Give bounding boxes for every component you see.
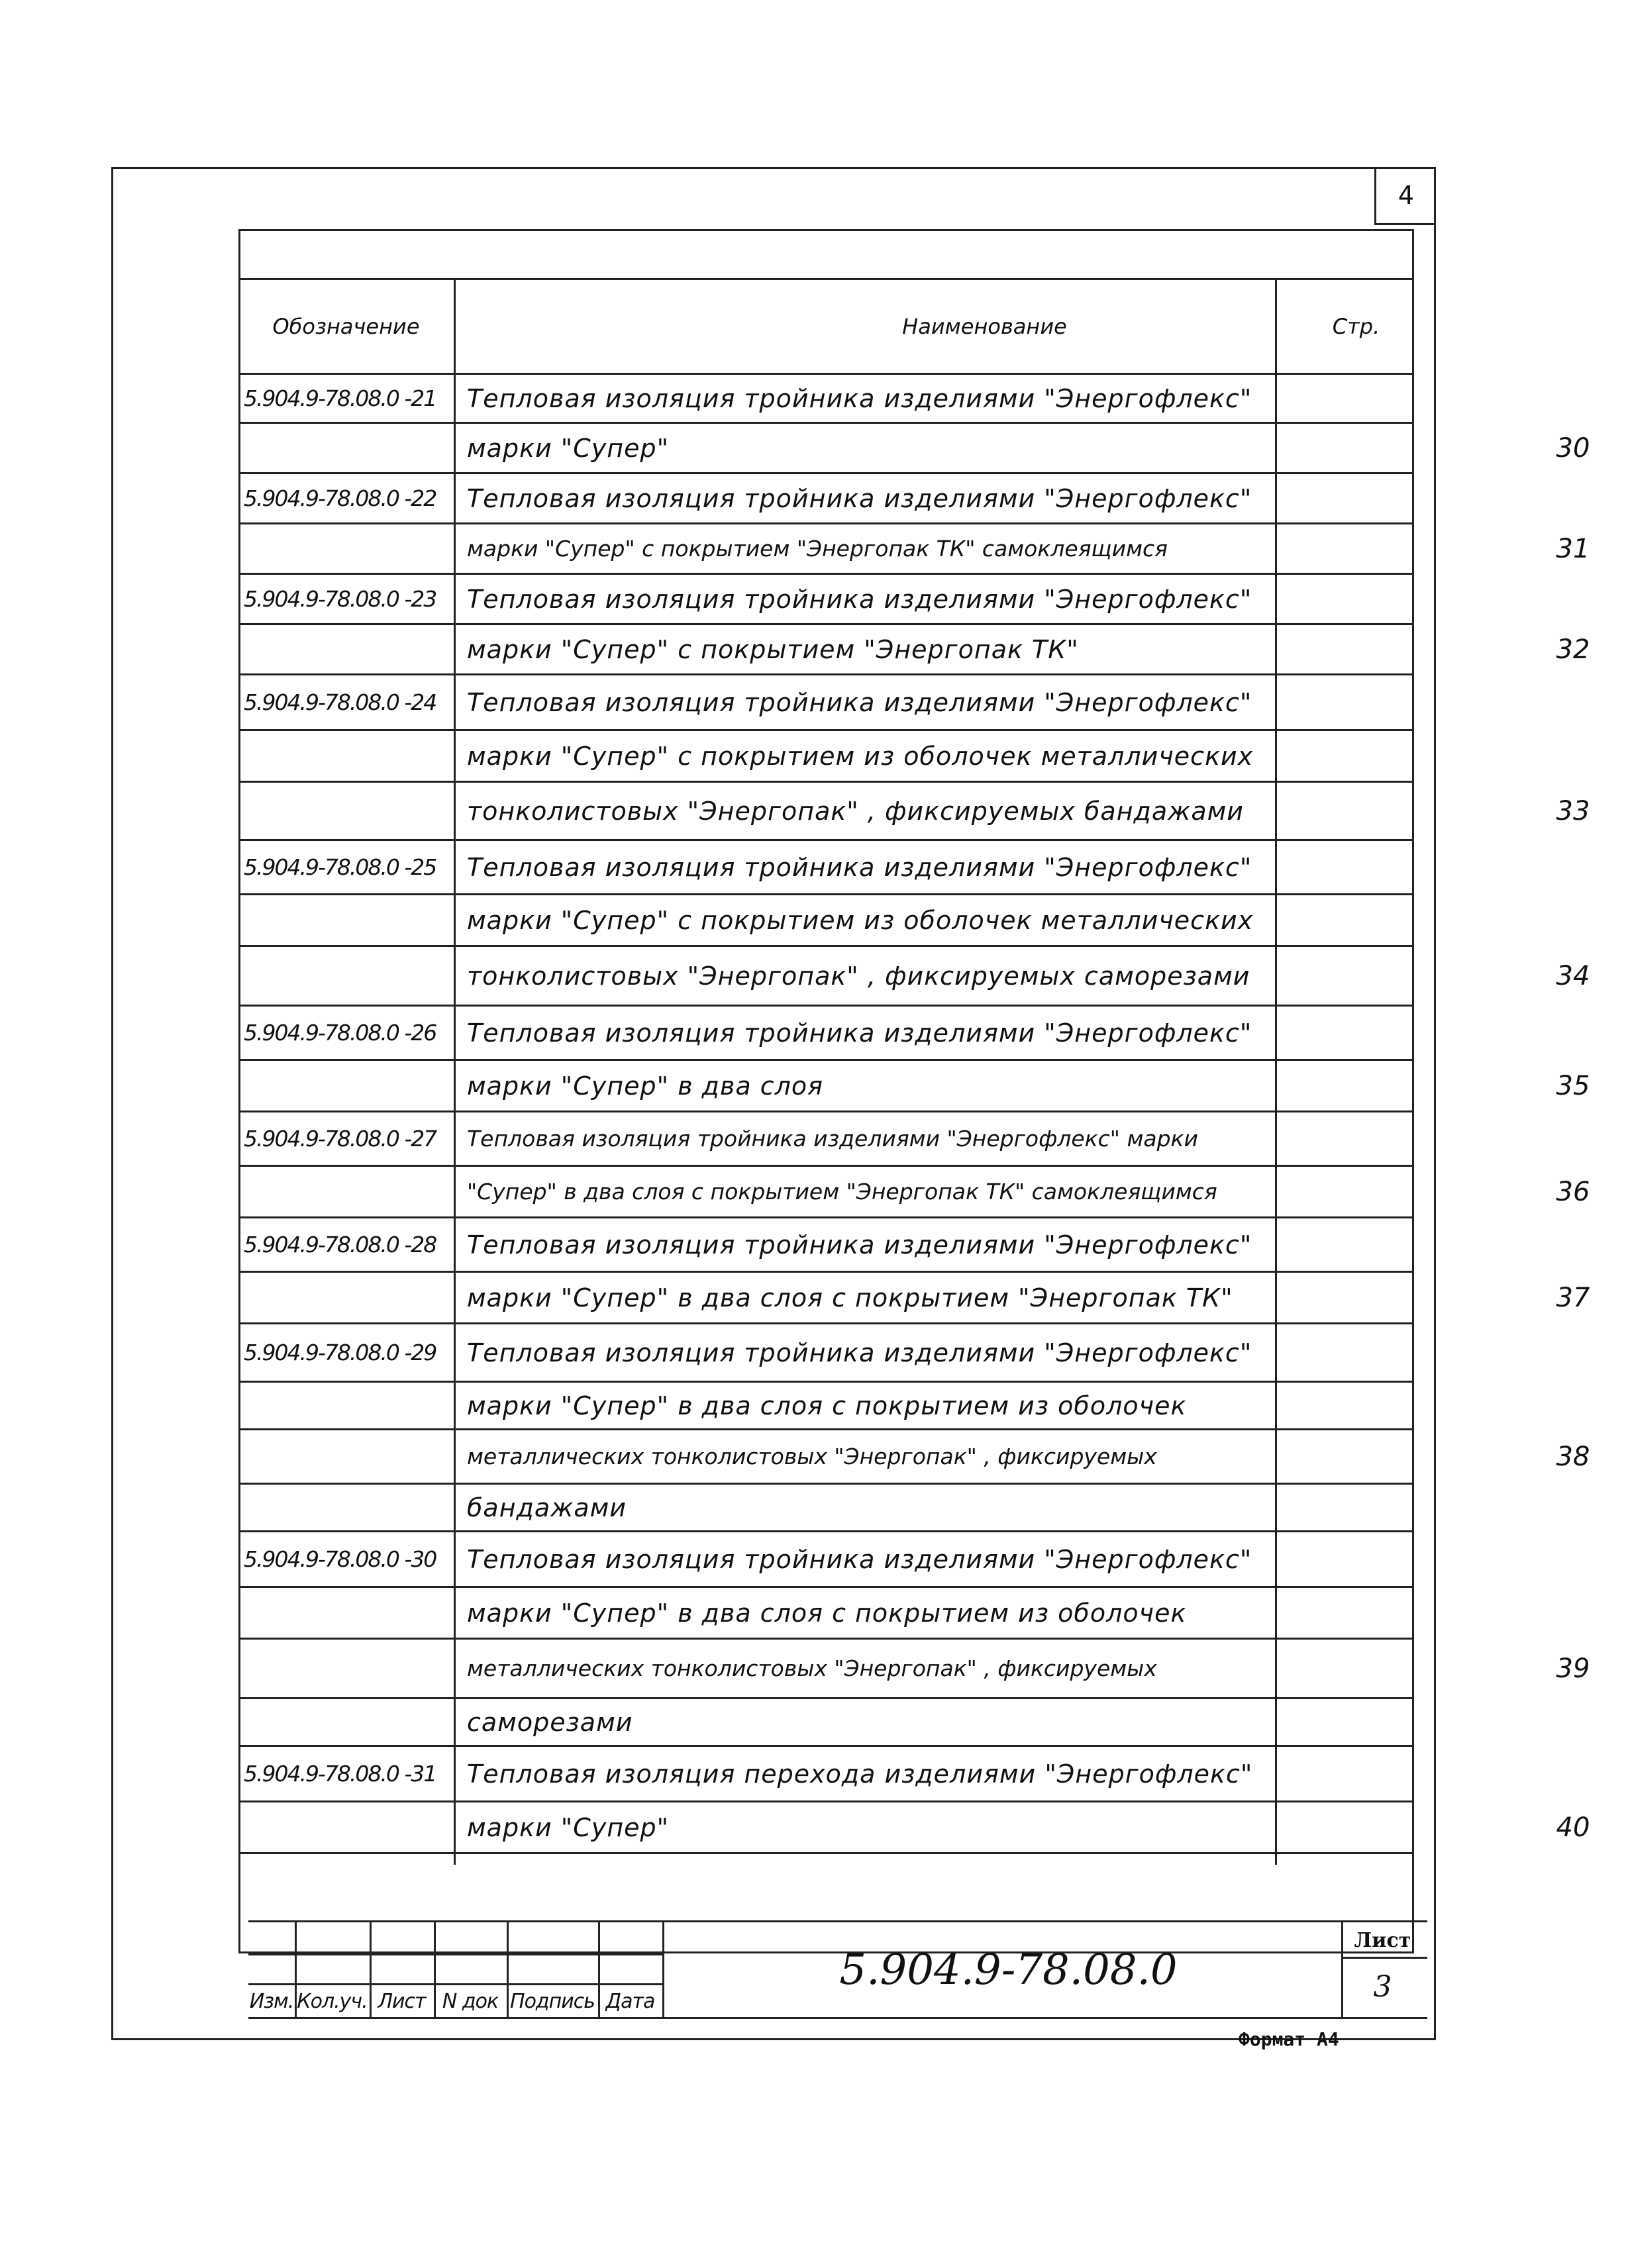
row-code bbox=[244, 1485, 452, 1530]
row-code bbox=[244, 1273, 452, 1322]
table-row bbox=[238, 424, 1590, 474]
row-code: 5.904.9-78.08.0 -25 bbox=[244, 854, 436, 880]
row-name: тонколистовых "Энергопак" , фиксируемых саморезами bbox=[467, 961, 1250, 991]
title-block-bottom-line bbox=[248, 2017, 1427, 2019]
table-row bbox=[238, 1383, 1414, 1430]
format-label: Формат А4 bbox=[1239, 2028, 1339, 2050]
table-row bbox=[238, 1532, 1414, 1588]
row-page: 38 bbox=[1556, 1441, 1590, 1472]
table-row bbox=[238, 947, 1590, 1007]
row-name: марки "Супер" с покрытием "Энергопак ТК" самоклеящимся bbox=[467, 536, 1168, 562]
row-name: марки "Супер" в два слоя с покрытием из оболочек bbox=[467, 1391, 1187, 1420]
row-code bbox=[244, 524, 452, 573]
title-block-top-line bbox=[248, 1920, 1427, 1922]
row-name: марки "Супер" bbox=[467, 1812, 670, 1842]
table-row bbox=[238, 1588, 1414, 1640]
table-row bbox=[238, 1218, 1414, 1273]
row-code bbox=[244, 1383, 452, 1428]
row-name: марки "Супер" с покрытием "Энергопак ТК" bbox=[467, 634, 1079, 664]
row-code: 5.904.9-78.08.0 -23 bbox=[244, 586, 436, 612]
row-name: Тепловая изоляция тройника изделиями "Энергофлекс" bbox=[467, 1018, 1252, 1048]
row-code bbox=[244, 895, 452, 945]
header-page: Стр. bbox=[1332, 314, 1380, 339]
row-name: Тепловая изоляция перехода изделиями "Энергофлекс" bbox=[467, 1759, 1253, 1789]
row-code: 5.904.9-78.08.0 -28 bbox=[244, 1232, 436, 1257]
row-page bbox=[1520, 474, 1626, 522]
row-page bbox=[1520, 1588, 1626, 1638]
row-name: Тепловая изоляция тройника изделиями "Энергофлекс" bbox=[467, 852, 1252, 882]
page-number: 4 bbox=[1374, 167, 1436, 225]
table-row bbox=[238, 524, 1590, 575]
row-page: 37 bbox=[1556, 1282, 1590, 1313]
row-name: марки "Супер" с покрытием из оболочек металлических bbox=[467, 741, 1254, 771]
label-kol-uch: Кол.уч. bbox=[297, 1989, 368, 2013]
table-row bbox=[238, 1167, 1590, 1218]
row-code: 5.904.9-78.08.0 -21 bbox=[244, 385, 436, 411]
row-page: 32 bbox=[1556, 634, 1590, 665]
table-row bbox=[238, 1802, 1590, 1854]
row-code: 5.904.9-78.08.0 -26 bbox=[244, 1020, 436, 1046]
row-name: Тепловая изоляция тройника изделиями "Энергофлекс" bbox=[467, 1338, 1252, 1367]
row-page: 34 bbox=[1556, 960, 1590, 991]
row-code: 5.904.9-78.08.0 -27 bbox=[244, 1126, 436, 1152]
row-name: марки "Супер" bbox=[467, 433, 670, 463]
row-page bbox=[1520, 1485, 1626, 1530]
row-name: марки "Супер" с покрытием из оболочек металлических bbox=[467, 905, 1254, 935]
label-signature: Подпись bbox=[510, 1989, 595, 2013]
row-page bbox=[1520, 1532, 1626, 1586]
row-code bbox=[244, 1061, 452, 1110]
table-row bbox=[238, 474, 1414, 524]
row-code bbox=[244, 1640, 452, 1697]
document-number: 5.904.9-78.08.0 bbox=[839, 1946, 1178, 1995]
table-row bbox=[238, 783, 1590, 841]
row-page bbox=[1520, 1218, 1626, 1271]
table-row bbox=[238, 1430, 1590, 1485]
row-code: 5.904.9-78.08.0 -24 bbox=[244, 689, 436, 715]
label-date: Дата bbox=[605, 1989, 655, 2013]
row-name: Тепловая изоляция тройника изделиями "Энергофлекс" марки bbox=[467, 1126, 1198, 1152]
row-page bbox=[1520, 1383, 1626, 1428]
row-name: саморезами bbox=[467, 1707, 633, 1737]
row-name: Тепловая изоляция тройника изделиями "Энергофлекс" bbox=[467, 687, 1252, 717]
table-row bbox=[238, 895, 1414, 947]
row-page bbox=[1520, 575, 1626, 623]
row-page bbox=[1520, 675, 1626, 729]
row-name: бандажами bbox=[467, 1493, 627, 1522]
row-name: тонколистовых "Энергопак" , фиксируемых бандажами bbox=[467, 796, 1244, 826]
table-row bbox=[238, 1324, 1414, 1383]
row-name: металлических тонколистовых "Энергопак" , фиксируемых bbox=[467, 1444, 1157, 1469]
row-name: Тепловая изоляция тройника изделиями "Энергофлекс" bbox=[467, 1230, 1252, 1259]
row-name: "Супер" в два слоя с покрытием "Энергопак ТК" самоклеящимся bbox=[467, 1179, 1217, 1205]
row-name: Тепловая изоляция тройника изделиями "Энергофлекс" bbox=[467, 1544, 1252, 1574]
header-name: Наименование bbox=[902, 314, 1067, 339]
row-page: 33 bbox=[1556, 795, 1590, 826]
label-n-dok: N док bbox=[442, 1989, 499, 2013]
row-page bbox=[1520, 1324, 1626, 1381]
column-divider-2 bbox=[1275, 278, 1277, 1865]
row-code: 5.904.9-78.08.0 -31 bbox=[244, 1761, 436, 1787]
row-name: Тепловая изоляция тройника изделиями "Энергофлекс" bbox=[467, 584, 1252, 614]
table-row bbox=[238, 841, 1414, 895]
row-code bbox=[244, 1802, 452, 1852]
row-page: 39 bbox=[1556, 1653, 1590, 1684]
row-name: Тепловая изоляция тройника изделиями "Энергофлекс" bbox=[467, 383, 1252, 413]
table-row bbox=[238, 1007, 1414, 1061]
row-code bbox=[244, 1167, 452, 1216]
row-page bbox=[1520, 895, 1626, 945]
row-code bbox=[244, 947, 452, 1005]
row-code bbox=[244, 1430, 452, 1483]
label-izm: Изм. bbox=[249, 1989, 294, 2013]
row-code: 5.904.9-78.08.0 -22 bbox=[244, 485, 436, 511]
row-code bbox=[244, 625, 452, 673]
table-row bbox=[238, 375, 1414, 424]
table-row bbox=[238, 1747, 1414, 1802]
row-page: 31 bbox=[1556, 533, 1590, 564]
table-row bbox=[238, 1061, 1590, 1112]
row-page bbox=[1520, 1699, 1626, 1745]
row-code bbox=[244, 783, 452, 839]
row-code: 5.904.9-78.08.0 -30 bbox=[244, 1546, 436, 1572]
row-code: 5.904.9-78.08.0 -29 bbox=[244, 1340, 436, 1365]
row-page bbox=[1520, 1112, 1626, 1165]
row-page bbox=[1520, 1007, 1626, 1059]
row-page bbox=[1520, 731, 1626, 781]
table-row bbox=[238, 1699, 1414, 1747]
row-code bbox=[244, 424, 452, 472]
table-row bbox=[238, 1485, 1414, 1532]
label-list: Лист bbox=[378, 1989, 426, 2013]
sheet-number: 3 bbox=[1373, 1969, 1392, 2004]
row-page: 40 bbox=[1556, 1812, 1590, 1843]
table-header bbox=[238, 278, 1414, 375]
row-code bbox=[244, 1699, 452, 1745]
table-row bbox=[238, 1640, 1590, 1699]
row-name: марки "Супер" в два слоя с покрытием из оболочек bbox=[467, 1598, 1187, 1628]
row-name: марки "Супер" в два слоя с покрытием "Энергопак ТК" bbox=[467, 1283, 1233, 1312]
row-code bbox=[244, 731, 452, 781]
row-code bbox=[244, 1588, 452, 1638]
row-name: металлических тонколистовых "Энергопак" , фиксируемых bbox=[467, 1655, 1157, 1681]
row-page bbox=[1520, 1747, 1626, 1800]
table-row bbox=[238, 675, 1414, 731]
row-page: 36 bbox=[1556, 1176, 1590, 1207]
table-row bbox=[238, 1273, 1590, 1324]
row-name: марки "Супер" в два слоя bbox=[467, 1071, 824, 1101]
title-block-divider bbox=[662, 1920, 664, 2018]
table-row bbox=[238, 1112, 1414, 1167]
row-page: 30 bbox=[1556, 432, 1590, 464]
sheet-label: Лист bbox=[1354, 1928, 1411, 1952]
table-row bbox=[238, 625, 1590, 675]
column-divider-1 bbox=[454, 278, 456, 1865]
header-designation: Обозначение bbox=[272, 314, 420, 339]
row-page bbox=[1520, 375, 1626, 422]
sheet-box-line bbox=[1341, 1957, 1427, 1959]
title-block-row-line-1 bbox=[248, 1953, 662, 1955]
table-row bbox=[238, 575, 1414, 625]
row-page bbox=[1520, 841, 1626, 893]
row-name: Тепловая изоляция тройника изделиями "Энергофлекс" bbox=[467, 483, 1252, 513]
row-page: 35 bbox=[1556, 1070, 1590, 1101]
table-row bbox=[238, 731, 1414, 783]
